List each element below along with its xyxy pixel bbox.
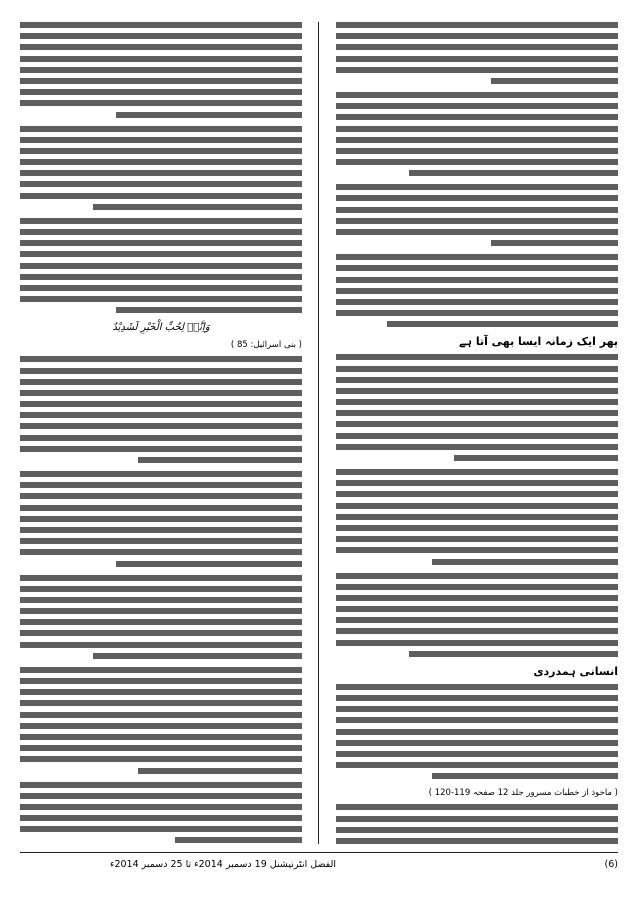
text-line: [20, 597, 302, 603]
text-line: [336, 444, 618, 450]
text-line: [336, 525, 618, 531]
text-line: [336, 377, 618, 383]
text-line: [20, 826, 302, 832]
text-line: [20, 401, 302, 407]
text-line: [20, 33, 302, 39]
text-line: [336, 838, 618, 844]
reference: ( بنی اسرائیل: 85 ): [230, 340, 302, 351]
text-line: [409, 651, 618, 657]
text-line: [336, 706, 618, 712]
text-line: [336, 388, 618, 394]
text-line: [336, 480, 618, 486]
text-line: [336, 684, 618, 690]
text-line: [336, 573, 618, 579]
text-line: [336, 536, 618, 542]
text-line: [138, 457, 302, 463]
text-line: [432, 773, 618, 779]
text-line: [336, 33, 618, 39]
text-line: [20, 356, 302, 362]
text-line: [336, 265, 618, 271]
text-line: [20, 667, 302, 673]
text-line: [336, 56, 618, 62]
text-line: [20, 274, 302, 280]
text-line: [20, 170, 302, 176]
text-line: [20, 193, 302, 199]
text-line: [93, 653, 302, 659]
text-line: [20, 148, 302, 154]
section-heading: پھر ایک زمانہ ایسا بھی آتا ہے: [459, 335, 618, 349]
text-line: [336, 67, 618, 73]
text-line: [336, 207, 618, 213]
text-line: [20, 782, 302, 788]
text-line: [20, 137, 302, 143]
left-column: [20, 22, 302, 844]
text-line: [336, 354, 618, 360]
text-line: [138, 768, 302, 774]
text-line: [336, 606, 618, 612]
text-line: [491, 240, 618, 246]
text-line: [20, 89, 302, 95]
text-line: [20, 251, 302, 257]
newspaper-page: [20, 22, 618, 844]
text-line: [336, 22, 618, 28]
text-line: [20, 126, 302, 132]
text-line: [336, 640, 618, 646]
text-line: [20, 586, 302, 592]
text-line: [336, 584, 618, 590]
text-line: [336, 827, 618, 833]
text-line: [20, 678, 302, 684]
text-line: [336, 277, 618, 283]
page-number: (6): [604, 859, 618, 870]
text-line: [336, 816, 618, 822]
text-line: [20, 44, 302, 50]
text-line: [20, 423, 302, 429]
text-line: [336, 595, 618, 601]
text-line: [336, 433, 618, 439]
text-line: [336, 299, 618, 305]
text-line: [336, 547, 618, 553]
text-line: [20, 527, 302, 533]
text-line: [175, 837, 302, 843]
text-line: [336, 410, 618, 416]
text-line: [336, 617, 618, 623]
text-line: [116, 561, 302, 567]
text-line: [336, 103, 618, 109]
text-line: [336, 399, 618, 405]
text-line: [20, 723, 302, 729]
text-line: [336, 491, 618, 497]
text-line: [432, 559, 618, 565]
text-line: [20, 505, 302, 511]
text-line: [336, 469, 618, 475]
text-line: [336, 195, 618, 201]
text-line: [20, 412, 302, 418]
text-line: [336, 717, 618, 723]
text-line: [387, 321, 618, 327]
text-line: [20, 608, 302, 614]
text-line: [336, 751, 618, 757]
issue-date-line: الفضل انٹرنیشنل 19 دسمبر 2014ء تا 25 دسمبر 2014ء: [110, 859, 337, 870]
text-line: [336, 695, 618, 701]
text-line: [336, 44, 618, 50]
text-line: [20, 756, 302, 762]
text-line: [336, 159, 618, 165]
text-line: [20, 263, 302, 269]
text-line: [336, 218, 618, 224]
text-line: [20, 296, 302, 302]
text-line: [20, 446, 302, 452]
page-footer: [20, 852, 618, 875]
text-line: [20, 471, 302, 477]
text-line: [20, 619, 302, 625]
text-line: [20, 745, 302, 751]
text-line: [336, 184, 618, 190]
text-line: [20, 67, 302, 73]
text-line: [20, 379, 302, 385]
text-line: [20, 435, 302, 441]
text-line: [20, 218, 302, 224]
text-line: [336, 310, 618, 316]
text-line: [20, 538, 302, 544]
text-line: [336, 92, 618, 98]
text-line: [20, 700, 302, 706]
text-line: [336, 137, 618, 143]
text-line: [336, 503, 618, 509]
text-line: [20, 100, 302, 106]
text-line: [336, 366, 618, 372]
text-line: [20, 793, 302, 799]
text-line: [336, 514, 618, 520]
text-line: [336, 421, 618, 427]
text-line: [20, 575, 302, 581]
text-line: [336, 126, 618, 132]
text-line: [409, 170, 618, 176]
text-line: [20, 493, 302, 499]
text-line: [491, 78, 618, 84]
text-line: [336, 729, 618, 735]
text-line: [116, 112, 302, 118]
text-line: [336, 229, 618, 235]
text-line: [20, 549, 302, 555]
right-column: [336, 22, 618, 844]
text-line: [336, 762, 618, 768]
text-line: [93, 204, 302, 210]
reference: ( ماخوذ از خطبات مسرور جلد 12 صفحہ 119-120 ): [428, 788, 618, 799]
text-line: [20, 815, 302, 821]
text-line: [20, 689, 302, 695]
text-line: [20, 630, 302, 636]
text-line: [20, 22, 302, 28]
text-line: [20, 368, 302, 374]
text-line: [20, 804, 302, 810]
text-line: [336, 804, 618, 810]
text-line: [336, 628, 618, 634]
text-line: [20, 56, 302, 62]
text-line: [336, 148, 618, 154]
text-line: [20, 285, 302, 291]
text-line: [20, 482, 302, 488]
text-line: [336, 288, 618, 294]
text-line: [20, 78, 302, 84]
quran-verse: وَاِنَّہٗ لِحُبِّ الْخَیْرِ لَشَدِیْدٌ: [112, 322, 210, 334]
text-line: [20, 712, 302, 718]
text-line: [116, 307, 302, 313]
text-line: [336, 114, 618, 120]
text-line: [454, 455, 618, 461]
text-line: [20, 516, 302, 522]
text-line: [20, 159, 302, 165]
text-line: [20, 240, 302, 246]
text-line: [20, 229, 302, 235]
column-divider: [318, 22, 319, 844]
text-line: [20, 181, 302, 187]
section-heading: انسانی ہمدردی: [533, 664, 618, 678]
text-line: [336, 254, 618, 260]
text-line: [20, 390, 302, 396]
text-line: [336, 740, 618, 746]
text-line: [20, 642, 302, 648]
text-line: [20, 734, 302, 740]
